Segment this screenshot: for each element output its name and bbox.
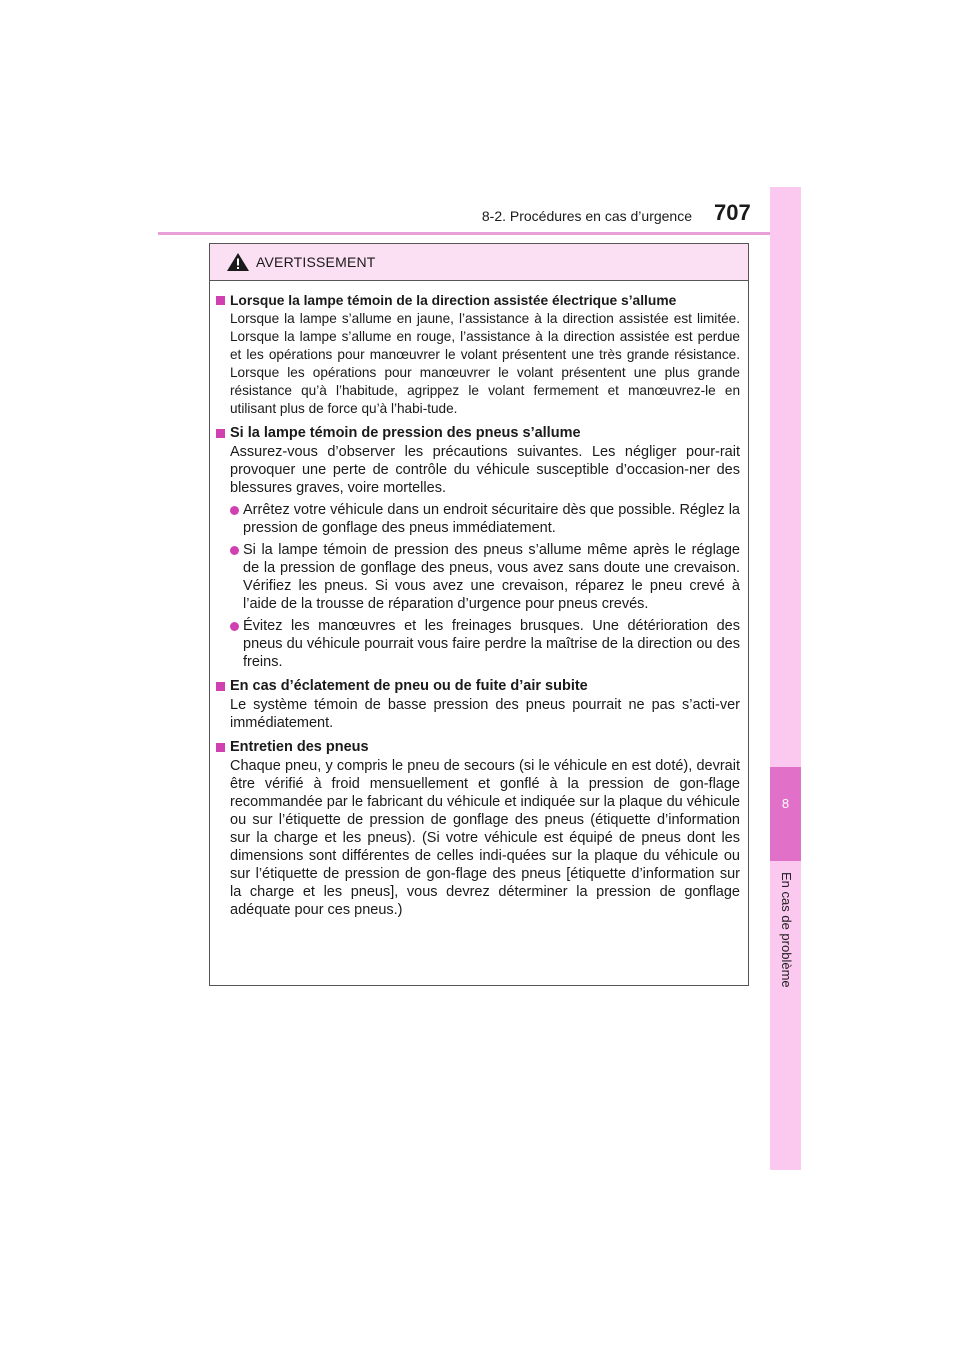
chapter-tab-active[interactable] bbox=[770, 767, 801, 861]
warning-header bbox=[210, 244, 748, 281]
square-bullet-icon bbox=[216, 296, 225, 305]
bullet-text: Si la lampe témoin de pression des pneus s’allume même après le réglage de la pression de gonflage des pneus, vous avez sans doute une crevaison. Vérifiez les pneus. Si vous avez une crevaison, réparez le pneu crevé à l’aide de la trousse de réparation d’urgence pour pneus crevés. bbox=[243, 542, 740, 612]
section-text: Chaque pneu, y compris le pneu de secours (si le véhicule en est doté), devrait être vérifié à froid mensuellement et gonflé à la pression de gon-flage recommandée par le fabricant du véhicule et indiquée sur la plaque du véhicule ou sur l’étiquette de pression de gonflage des pneus (étiquette d’information sur la charge et les pneus). (Si votre véhicule est équipé de pneus dont les dimensions sont différentes de celles indi-quées sur la plaque du véhicule ou sur l’étiquette de pression de gon-flage des pneus [étiquette d’information sur la charge et les pneus], vous devrez déterminer la pression de gonflage adéquate pour ces pneus.) bbox=[230, 758, 740, 918]
round-bullet-icon bbox=[230, 506, 239, 515]
section-text: Assurez-vous d’observer les précautions suivantes. Les négliger pour-rait provoquer une perte de contrôle du véhicule susceptible d’occasion-ner des blessures graves, voire mortelles. bbox=[230, 444, 740, 496]
bullet-text: Évitez les manœuvres et les freinages brusques. Une détérioration des pneus du véhicule pourrait vous faire perdre la maîtrise de la direction ou des freins. bbox=[243, 618, 740, 670]
square-bullet-icon bbox=[216, 429, 225, 438]
list-item bbox=[230, 617, 740, 671]
chapter-side-tab bbox=[770, 187, 801, 1170]
warning-title: AVERTISSEMENT bbox=[256, 254, 376, 270]
heading-text: Entretien des pneus bbox=[230, 739, 369, 755]
warning-box bbox=[209, 243, 749, 986]
warning-content bbox=[210, 281, 748, 919]
section-heading bbox=[216, 738, 740, 757]
bullet-text: Arrêtez votre véhicule dans un endroit sécuritaire dès que possible. Réglez la pression de gonflage des pneus immédiatement. bbox=[243, 502, 740, 536]
chapter-title: En cas de problème bbox=[779, 872, 794, 988]
section-text: Le système témoin de basse pression des pneus pourrait ne pas s’acti-ver immédiatement. bbox=[230, 697, 740, 731]
heading-text: Lorsque la lampe témoin de la direction assistée électrique s’allume bbox=[230, 293, 677, 308]
list-item bbox=[230, 501, 740, 537]
section-text: Lorsque la lampe s’allume en jaune, l’assistance à la direction assistée est limitée. Lorsque la lampe s’allume en rouge, l’assistance à la direction assistée est perdue et les opérations pour manœuvrer le volant présentent une très grande résistance. Lorsque les opérations pour manœuvrer le volant présentent une plus grande résistance qu’à l’habitude, agrippez le volant fermement et manœuvrez-le en utilisant plus de force qu’à l’habi-tude. bbox=[230, 311, 740, 416]
section-title: 8-2. Procédures en cas d’urgence bbox=[481, 208, 692, 224]
square-bullet-icon bbox=[216, 743, 225, 752]
round-bullet-icon bbox=[230, 622, 239, 631]
section-heading bbox=[216, 291, 740, 310]
square-bullet-icon bbox=[216, 682, 225, 691]
round-bullet-icon bbox=[230, 546, 239, 555]
chapter-number: 8 bbox=[781, 796, 790, 811]
heading-text: En cas d’éclatement de pneu ou de fuite d’air subite bbox=[230, 678, 588, 694]
section-heading bbox=[216, 677, 740, 696]
header-divider bbox=[158, 232, 800, 235]
heading-text: Si la lampe témoin de pression des pneus s’allume bbox=[230, 425, 581, 441]
list-item bbox=[230, 541, 740, 613]
page-number: 707 bbox=[714, 200, 751, 225]
section-heading bbox=[216, 424, 740, 443]
warning-triangle-icon bbox=[226, 252, 250, 272]
